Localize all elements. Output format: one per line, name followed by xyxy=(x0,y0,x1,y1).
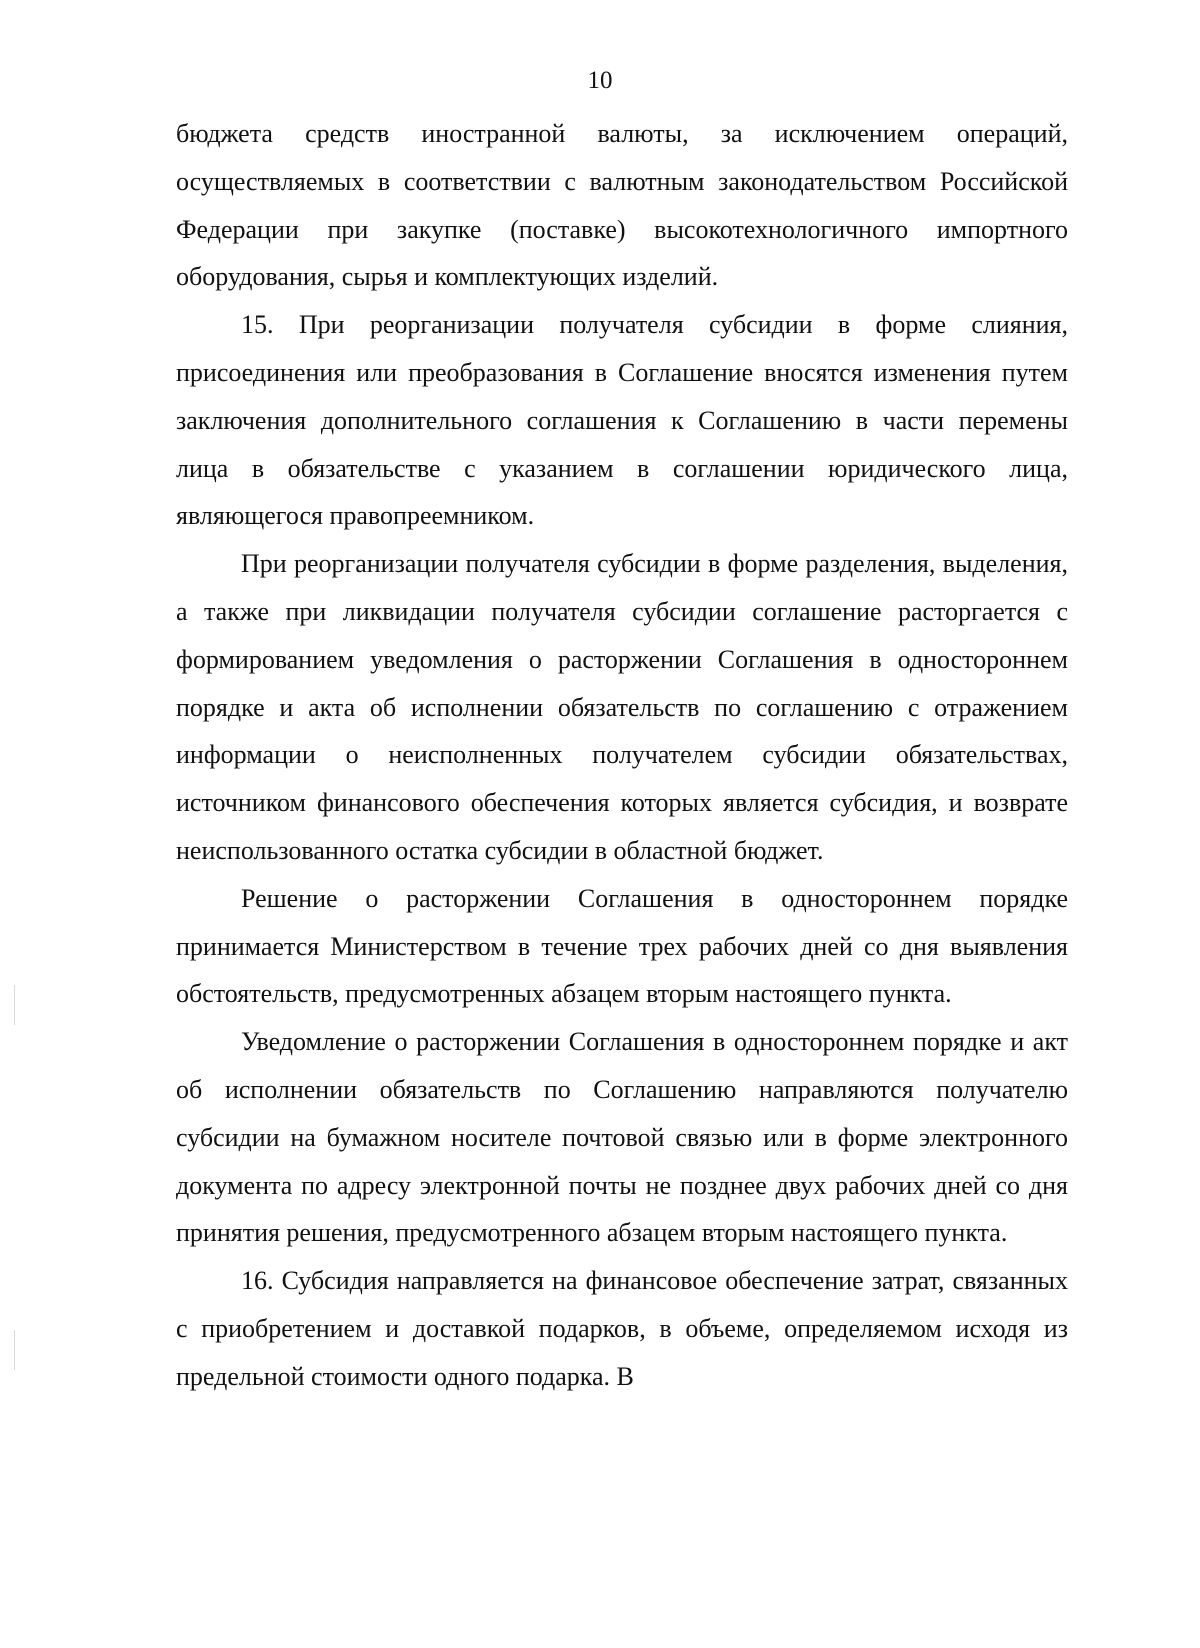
paragraph-termination-notice: Уведомление о расторжении Соглашения в одностороннем порядке и акт об исполнении обязательств по Соглашению направляются получателю субсидии на бумажном носителе почтовой связью или в форме электронного документа по адресу электронной почты не позднее двух рабочих дней со дня принятия решения, предусмотренного абзацем вторым настоящего пункта. xyxy=(176,1027,1068,1248)
scan-artifact xyxy=(14,985,15,1025)
document-body xyxy=(176,110,1068,1401)
scan-artifact xyxy=(14,1330,15,1370)
paragraph-reorganization-division: При реорганизации получателя субсидии в форме разделения, выделения, а также при ликвидации получателя субсидии соглашение расторгается с формированием уведомления о расторжении Соглашения в одностороннем порядке и акта об исполнении обязательств по соглашению с отражением информации о неисполненных получателем субсидии обязательствах, источником финансового обеспечения которых является субсидия, и возврате неиспользованного остатка субсидии в областной бюджет. xyxy=(176,549,1068,865)
paragraph-item-16: 16. Субсидия направляется на финансовое обеспечение затрат, связанных с приобретением и доставкой подарков, в объеме, определяемом исходя из предельной стоимости одного подарка. В xyxy=(176,1266,1068,1391)
paragraph-item-15: 15. При реорганизации получателя субсидии в форме слияния, присоединения или преобразования в Соглашение вносятся изменения путем заключения дополнительного соглашения к Соглашению в части перемены лица в обязательстве с указанием в соглашении юридического лица, являющегося правопреемником. xyxy=(176,310,1068,531)
paragraph-continuation: бюджета средств иностранной валюты, за исключением операций, осуществляемых в соответствии с валютным законодательством Российской Федерации при закупке (поставке) высокотехнологичного импортного оборудования, сырья и комплектующих изделий. xyxy=(176,119,1068,292)
page-number: 10 xyxy=(587,67,613,94)
paragraph-termination-decision: Решение о расторжении Соглашения в одностороннем порядке принимается Министерством в течение трех рабочих дней со дня выявления обстоятельств, предусмотренных абзацем вторым настоящего пункта. xyxy=(176,883,1068,1009)
